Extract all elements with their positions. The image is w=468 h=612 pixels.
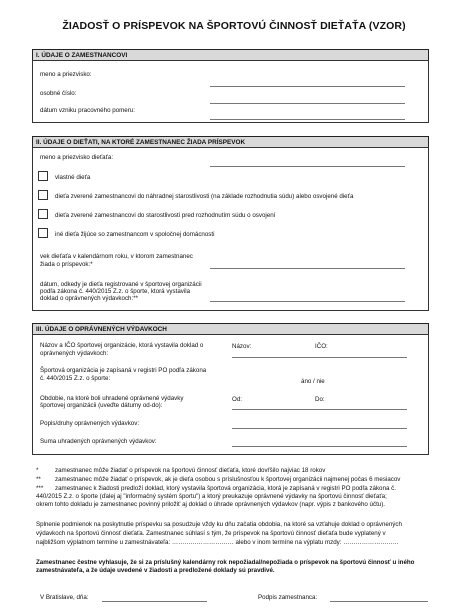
org-name-label: Názov: <box>232 343 252 350</box>
employment-date-label: dátum vzniku pracovného pomeru: <box>40 107 135 114</box>
footnote-3-line-1: zamestnanec k žiadosti predloží doklad, ktorý vystavila športová organizácia, ktorá je zapísaná v registri PO podľa zákona č. <box>55 485 396 492</box>
period-label-2: športovej organizácii (uveďte dátumy od-do): <box>40 402 163 409</box>
registration-date-label-2: podľa zákona č. 440/2015 Z.z. o športe, ktorá vystavila <box>40 288 191 295</box>
registration-date-field[interactable] <box>210 301 405 302</box>
org-label-2: oprávnených výdavkoch: <box>40 350 109 357</box>
child-age-label-2: žiada o príspevok:* <box>40 261 93 268</box>
period-label-1: Obdobie, na ktoré boli uhradené oprávnené výdavky <box>40 395 184 402</box>
employment-date-field[interactable] <box>210 119 405 120</box>
declaration-line-1: Zamestnanec čestne vyhlasuje, že si za príslušný kalendárny rok nepožiadal/nepožiada o príspevok na športovú činnosť u iného <box>36 559 415 566</box>
register-label-2: č. 440/2015 Z.z. o športe: <box>40 375 111 382</box>
child-age-label-1: vek dieťaťa v kalendárnom roku, v ktorom zamestnanec <box>40 253 193 260</box>
org-label-1: Názov a IČO športovej organizácie, ktorá vystavila doklad o <box>40 342 204 349</box>
footnote-3-line-2: 440/2015 Z.z. o športe (ďalej aj "informačný systém športu") a ktorý preukazuje oprávnené výdavky na športovú činnosť dieťaťa; <box>36 493 387 500</box>
household-child-checkbox[interactable] <box>38 228 48 238</box>
register-yes-no[interactable]: áno / nie <box>301 378 325 385</box>
declaration-line-2: zamestnávateľa, a že údaje uvedené v žiadosti a predložené doklady sú pravdivé. <box>36 567 275 574</box>
place-date-field[interactable] <box>102 601 207 602</box>
employee-name-label: meno a priezvisko: <box>40 71 92 78</box>
section-2-heading: II. ÚDAJE O DIEŤATI, NA KTORÉ ZAMESTNANEC ŽIADA PRÍSPEVOK <box>32 136 429 148</box>
registration-date-label-3: doklad o oprávnených výdavkoch:** <box>40 295 139 302</box>
expense-type-label: Popis/druhy oprávnených výdavkov: <box>40 420 140 427</box>
child-name-field[interactable] <box>210 166 405 167</box>
own-child-checkbox[interactable] <box>38 171 48 181</box>
footnote-3-mark: *** <box>36 485 44 492</box>
employee-number-label: osobné číslo: <box>40 90 77 97</box>
period-to-label: Do: <box>315 396 325 403</box>
child-name-label: meno a priezvisko dieťaťa: <box>40 154 114 161</box>
org-ico-label: IČO: <box>315 343 328 350</box>
section-3-heading: III. ÚDAJE O OPRÁVNENÝCH VÝDAVKOCH <box>32 323 429 335</box>
register-label-1: Športová organizácia je zapísaná v registri PO podľa zákona <box>40 367 207 374</box>
expense-type-field[interactable] <box>232 428 407 429</box>
footnote-3-line-3: okrem tohto dokladu je zamestnanec povinný priložiť aj doklad o úhrade oprávnených výdavkov (napr. výpis z bankového účtu). <box>36 501 386 508</box>
expense-sum-field[interactable] <box>232 446 407 447</box>
signature-field[interactable] <box>330 601 428 602</box>
pre-adoption-child-label: dieťa zverené zamestnancovi do starostlivosti pred rozhodnutím súdu o osvojení <box>55 212 276 219</box>
section-1-heading: I. ÚDAJE O ZAMESTNANCOVI <box>32 49 429 61</box>
employee-number-field[interactable] <box>210 103 405 104</box>
period-from-label: Od: <box>232 396 242 403</box>
foster-child-checkbox[interactable] <box>38 190 48 200</box>
org-field[interactable] <box>232 357 407 358</box>
signature-label: Podpis zamestnanca: <box>258 594 318 601</box>
footnote-2-text: zamestnanec môže žiadať o príspevok, ak je dieťa osobou s príslušnosťou k športovej organizácii najmenej počas 6 mesiacov <box>55 476 401 483</box>
pre-adoption-child-checkbox[interactable] <box>38 209 48 219</box>
own-child-label: vlastné dieťa <box>55 174 91 181</box>
expense-sum-label: Suma uhradených oprávnených výdavkov: <box>40 438 157 445</box>
footnote-1-text: zamestnanec môže žiadať o príspevok na športovú činnosť dieťaťa, ktoré dovŕšilo najviac 18 rokov <box>55 467 326 474</box>
foster-child-label: dieťa zverené zamestnancovi do náhradnej starostlivosti (na základe rozhodnutia súdu) alebo osvojené dieťa <box>55 193 354 200</box>
notice-line-3: najbližšom výplatnom termíne u zamestnávateľa: ………………………… alebo v inom termíne na výplatu mzdy: ……………………… <box>36 539 399 546</box>
employee-name-field[interactable] <box>210 86 405 87</box>
household-child-label: iné dieťa žijúce so zamestnancom v spoločnej domácnosti <box>55 231 215 238</box>
document-title: ŽIADOSŤ O PRÍSPEVOK NA ŠPORTOVÚ ČINNOSŤ DIEŤAŤA (VZOR) <box>62 20 406 32</box>
footnote-1-mark: * <box>36 467 39 474</box>
place-date-label: V Bratislave, dňa: <box>40 594 89 601</box>
registration-date-label-1: dátum, odkedy je dieťa registrované v športovej organizácii <box>40 281 202 288</box>
notice-line-1: Splnenie podmienok na poskytnutie príspevku sa posudzuje vždy ku dňu začatia obdobia, na ktoré sa vzťahuje doklad o oprávnených <box>36 521 402 528</box>
child-age-field[interactable] <box>210 268 405 269</box>
footnote-2-mark: ** <box>36 476 41 483</box>
notice-line-2: výdavkoch na športovú činnosť dieťaťa. Zamestnanec súhlasí s tým, že príspevok na športovú činnosť dieťaťa bude vyplatený v <box>36 530 386 537</box>
period-field[interactable] <box>232 409 407 410</box>
